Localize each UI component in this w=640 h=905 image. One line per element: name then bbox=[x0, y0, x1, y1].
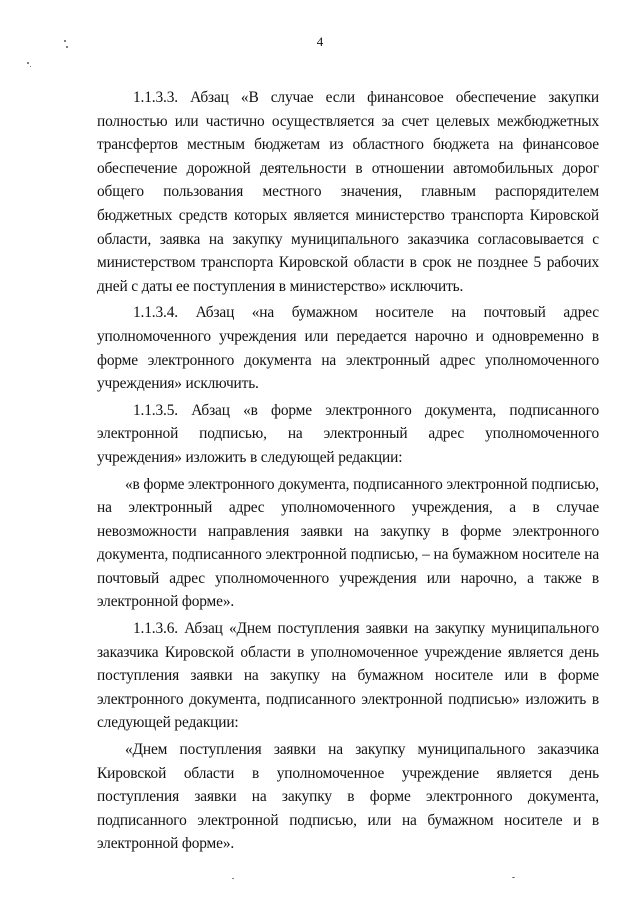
paragraph-1-1-3-5: 1.1.3.5. Абзац «в форме электронного документа, подписанного электронной подписью, на электронный адрес уполномоченного учреждения» изложить в следующей редакции: bbox=[97, 401, 599, 466]
paragraph-1-1-3-3: 1.1.3.3. Абзац «В случае если финансовое обеспечение закупки полностью или частично осуществляется за счет целевых межбюджетных трансфертов местным бюджетам из областного бюджета на финансовое обеспечение дорожной деятельности в отношении автомобильных дорог общего пользования местного значения, главным распорядителем бюджетных средств которых является министерство транспорта Кировской области, заявка на закупку муниципального заказчика согласовывается с министерством транспорта Кировской области в срок не позднее 5 рабочих дней с даты ее поступления в министерство» исключить. bbox=[97, 89, 599, 295]
page-number: 4 bbox=[316, 34, 324, 49]
paragraph-1-1-3-4: 1.1.3.4. Абзац «на бумажном носителе на почтовый адрес уполномоченного учреждения или передается нарочно и одновременно в форме электронного документа на электронный адрес уполномоченного учреждения» исключить. bbox=[97, 304, 599, 393]
document-body bbox=[97, 86, 599, 859]
scan-speck bbox=[232, 878, 234, 879]
scan-speck bbox=[27, 62, 29, 64]
scan-speck bbox=[512, 877, 515, 878]
scan-speck bbox=[30, 66, 31, 67]
paragraph-1-1-3-5-new-wording: «в форме электронного документа, подписанного электронной подписью, на электронный адрес уполномоченного учреждения, а в случае невозможности направления заявки на закупку в форме электронного документа, подписанного электронной подписью, – на бумажном носителе на почтовый адрес уполномоченного учреждения или нарочно, а также в электронной форме». bbox=[97, 475, 599, 611]
paragraph-1-1-3-6-new-wording: «Днем поступления заявки на закупку муниципального заказчика Кировской области в уполномоченное учреждение является день поступления заявки на закупку в форме электронного документа, подписанного электронной подписью, или на бумажном носителе и в электронной форме». bbox=[97, 741, 599, 853]
paragraph-1-1-3-6: 1.1.3.6. Абзац «Днем поступления заявки на закупку муниципального заказчика Кировской области в уполномоченное учреждение является день поступления заявки на закупку на бумажном носителе или в форме электронного документа, подписанного электронной подписью» изложить в следующей редакции: bbox=[97, 620, 599, 732]
